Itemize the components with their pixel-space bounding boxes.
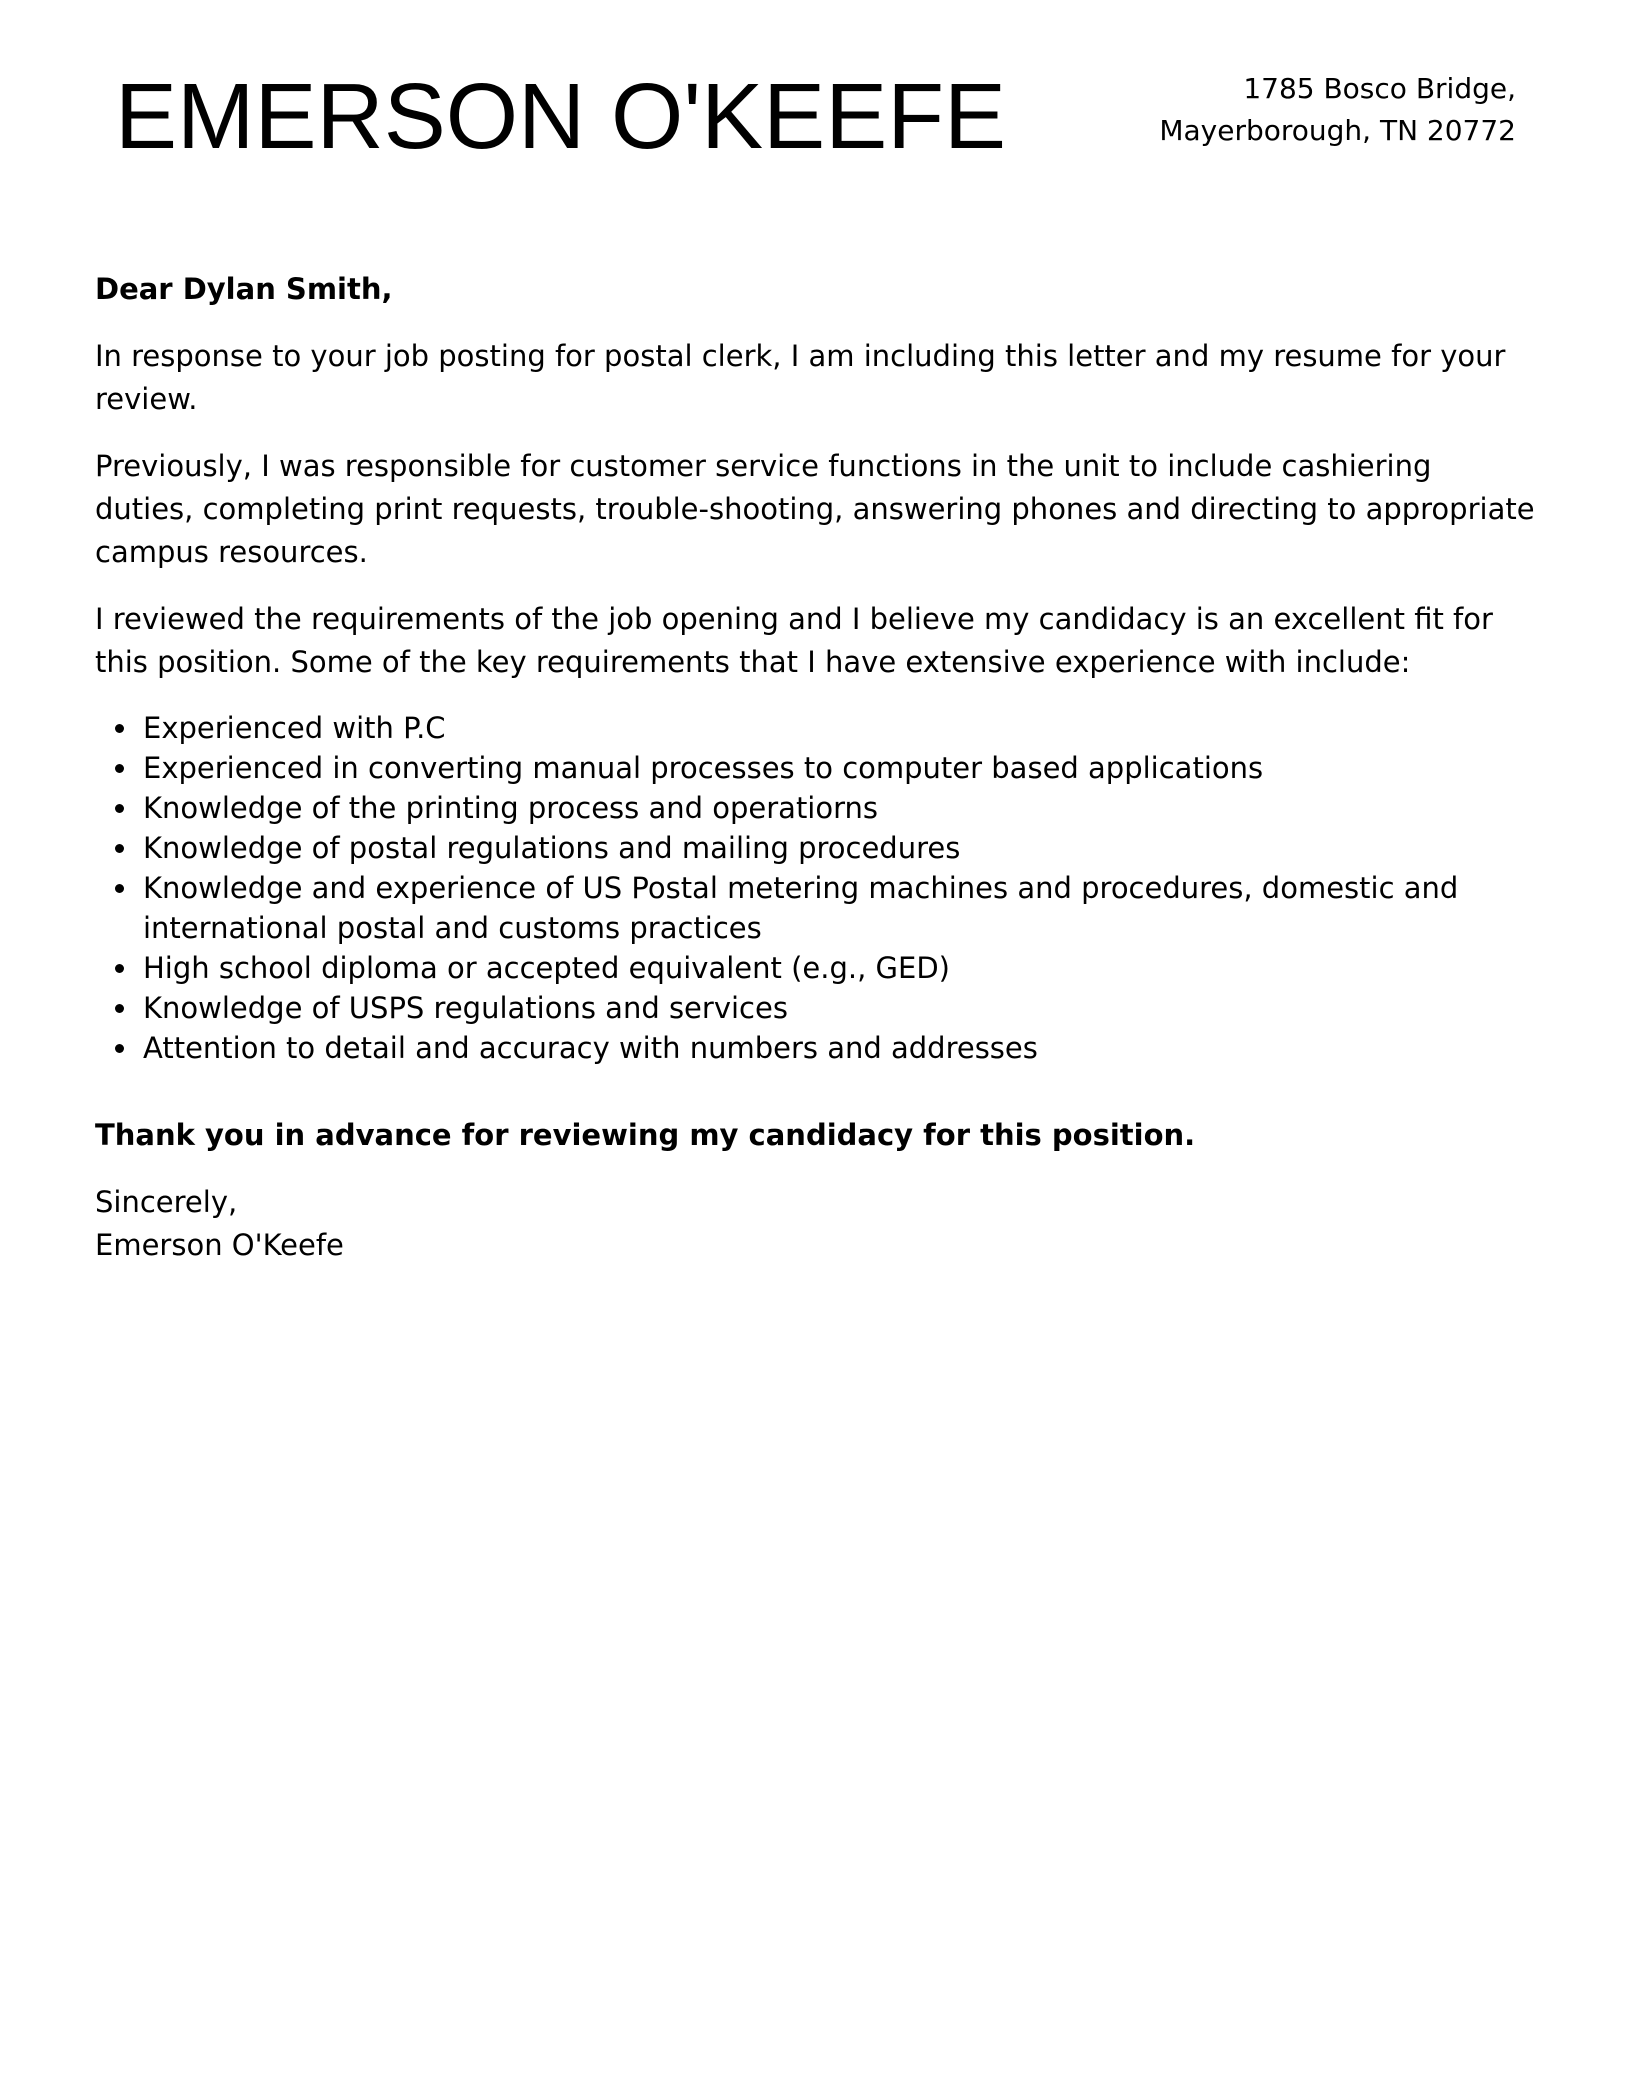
list-item bbox=[95, 868, 1535, 948]
list-item bbox=[95, 788, 1535, 828]
bullet-icon bbox=[115, 1044, 124, 1053]
list-item bbox=[95, 708, 1535, 748]
signature-name: Emerson O'Keefe bbox=[95, 1228, 344, 1262]
paragraph-experience: Previously, I was responsible for customer service functions in the unit to include cashiering duties, completing print requests, trouble-shooting, answering phones and directing to appropriate campus resources. bbox=[95, 449, 1535, 569]
letter-header bbox=[0, 0, 1632, 200]
bullet-icon bbox=[115, 964, 124, 973]
bullet-icon bbox=[115, 804, 124, 813]
list-item bbox=[95, 748, 1535, 788]
applicant-name: EMERSON O'KEEFE bbox=[115, 64, 1007, 168]
applicant-address bbox=[1159, 68, 1516, 152]
signoff-phrase: Sincerely, bbox=[95, 1185, 238, 1219]
bullet-icon bbox=[115, 724, 124, 733]
paragraph-requirements: I reviewed the requirements of the job opening and I believe my candidacy is an excellent fit for this position. Some of the key requirements that I have extensive experience with include: bbox=[95, 602, 1493, 679]
paragraph-intro: In response to your job posting for postal clerk, I am including this letter and my resume for your review. bbox=[95, 339, 1506, 416]
bullet-icon bbox=[115, 884, 124, 893]
address-line-1: 1785 Bosco Bridge, bbox=[1243, 72, 1516, 105]
list-item bbox=[95, 948, 1535, 988]
signoff-block bbox=[95, 1181, 1535, 1267]
bullet-icon bbox=[115, 764, 124, 773]
closing-statement: Thank you in advance for reviewing my candidacy for this position. bbox=[95, 1118, 1196, 1152]
bullet-icon bbox=[115, 1004, 124, 1013]
list-item-text: Knowledge of the printing process and operatiorns bbox=[143, 791, 879, 825]
requirements-list bbox=[95, 708, 1535, 1068]
list-item-text: Knowledge and experience of US Postal metering machines and procedures, domestic and international postal and customs practices bbox=[143, 871, 1459, 945]
list-item bbox=[95, 988, 1535, 1028]
salutation: Dear Dylan Smith, bbox=[95, 272, 393, 306]
bullet-icon bbox=[115, 844, 124, 853]
list-item-text: High school diploma or accepted equivalent (e.g., GED) bbox=[143, 951, 950, 985]
address-line-2: Mayerborough, TN 20772 bbox=[1159, 114, 1516, 147]
list-item-text: Experienced with P.C bbox=[143, 711, 446, 745]
list-item-text: Knowledge of USPS regulations and services bbox=[143, 991, 788, 1025]
list-item-text: Knowledge of postal regulations and mailing procedures bbox=[143, 831, 961, 865]
letter-body bbox=[95, 268, 1535, 1267]
list-item-text: Experienced in converting manual processes to computer based applications bbox=[143, 751, 1264, 785]
list-item bbox=[95, 1028, 1535, 1068]
list-item bbox=[95, 828, 1535, 868]
list-item-text: Attention to detail and accuracy with numbers and addresses bbox=[143, 1031, 1038, 1065]
